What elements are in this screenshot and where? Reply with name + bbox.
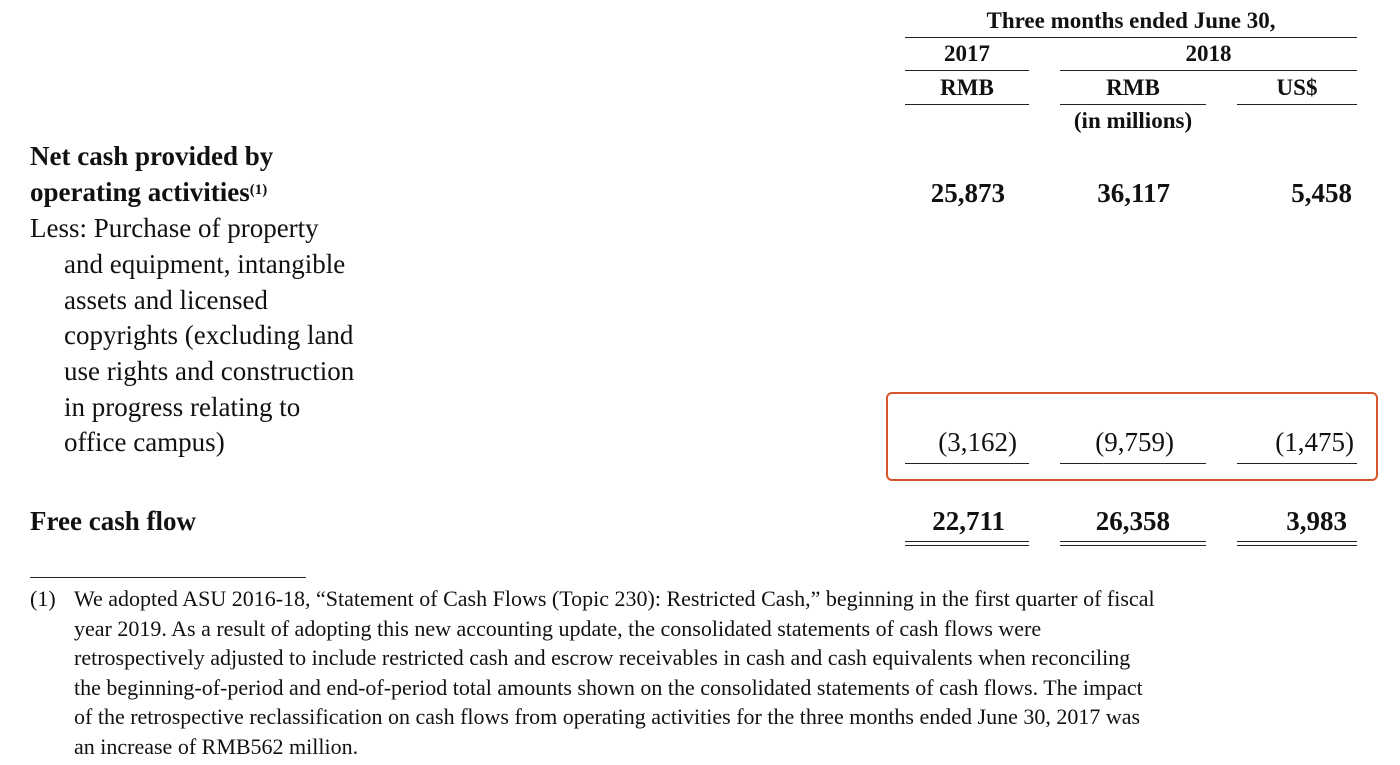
capex-2017-rmb: (3,162)	[938, 427, 1017, 457]
fcf-col3-double-rule	[1237, 541, 1357, 546]
unit-note: (in millions)	[1073, 108, 1193, 133]
year-2018-rule	[1060, 70, 1357, 71]
footnote-line: of the retrospective reclassification on cash flows from operating activities for the three months ended June 30, 2017 was	[74, 704, 1141, 729]
capex-label-line: office campus)	[64, 427, 225, 457]
year-2017-header: 2017	[944, 41, 990, 66]
footnote-line: We adopted ASU 2016-18, “Statement of Cash Flows (Topic 230): Restricted Cash,” beginning in the first quarter of fiscal	[74, 586, 1155, 611]
operating-label-line2	[30, 175, 267, 211]
fcf-2018-usd: 3,983	[1286, 506, 1347, 536]
capex-label-line: use rights and construction	[64, 356, 355, 386]
footnote-line: retrospectively adjusted to include restricted cash and escrow receivables in cash and cash equivalents when reconciling	[74, 645, 1131, 670]
fcf-2018-rmb: 26,358	[1095, 506, 1170, 536]
col3-currency-header: US$	[1276, 75, 1318, 100]
footnote-marker: (1)	[30, 586, 56, 611]
capex-label-line: copyrights (excluding land	[64, 320, 354, 350]
capex-2018-rmb: (9,759)	[1095, 427, 1174, 457]
fcf-2017-rmb: 22,711	[932, 506, 1005, 536]
fcf-col1-double-rule	[905, 541, 1029, 546]
col1-currency-rule	[905, 104, 1029, 105]
operating-label-text: operating activities	[30, 177, 250, 207]
year-2017-rule	[905, 70, 1029, 71]
capex-label-line: and equipment, intangible	[64, 249, 346, 279]
footnote-text	[74, 584, 1155, 761]
footnote-separator	[30, 577, 306, 578]
col2-currency-header: RMB	[1106, 75, 1160, 100]
footnote-line: year 2019. As a result of adopting this new accounting update, the consolidated statements of cash flows were	[74, 615, 1042, 641]
capex-2018-usd: (1,475)	[1275, 427, 1354, 457]
capex-label-line: in progress relating to	[64, 392, 301, 422]
operating-2018-rmb: 36,117	[1097, 178, 1170, 208]
footnote-line: an increase of RMB562 million.	[74, 733, 359, 759]
col2-currency-rule	[1060, 104, 1206, 105]
period-header: Three months ended June 30,	[986, 8, 1276, 33]
capex-label-line: Less: Purchase of property	[30, 213, 319, 243]
footnote-line: the beginning-of-period and end-of-period total amounts shown on the consolidated statements of cash flows. The impact	[74, 674, 1143, 700]
period-header-rule	[905, 37, 1357, 38]
col3-currency-rule	[1237, 104, 1357, 105]
year-2018-header: 2018	[1185, 41, 1232, 66]
fcf-label: Free cash flow	[30, 506, 196, 536]
col1-currency-header: RMB	[940, 75, 994, 100]
capex-label-line: assets and licensed	[64, 285, 268, 315]
fcf-col2-double-rule	[1060, 541, 1206, 546]
operating-2017-rmb: 25,873	[930, 178, 1005, 208]
operating-footnote-ref: (1)	[249, 182, 268, 198]
operating-2018-usd: 5,458	[1291, 178, 1352, 208]
operating-label-line1: Net cash provided by	[30, 141, 274, 171]
capex-highlight-box	[886, 392, 1378, 481]
